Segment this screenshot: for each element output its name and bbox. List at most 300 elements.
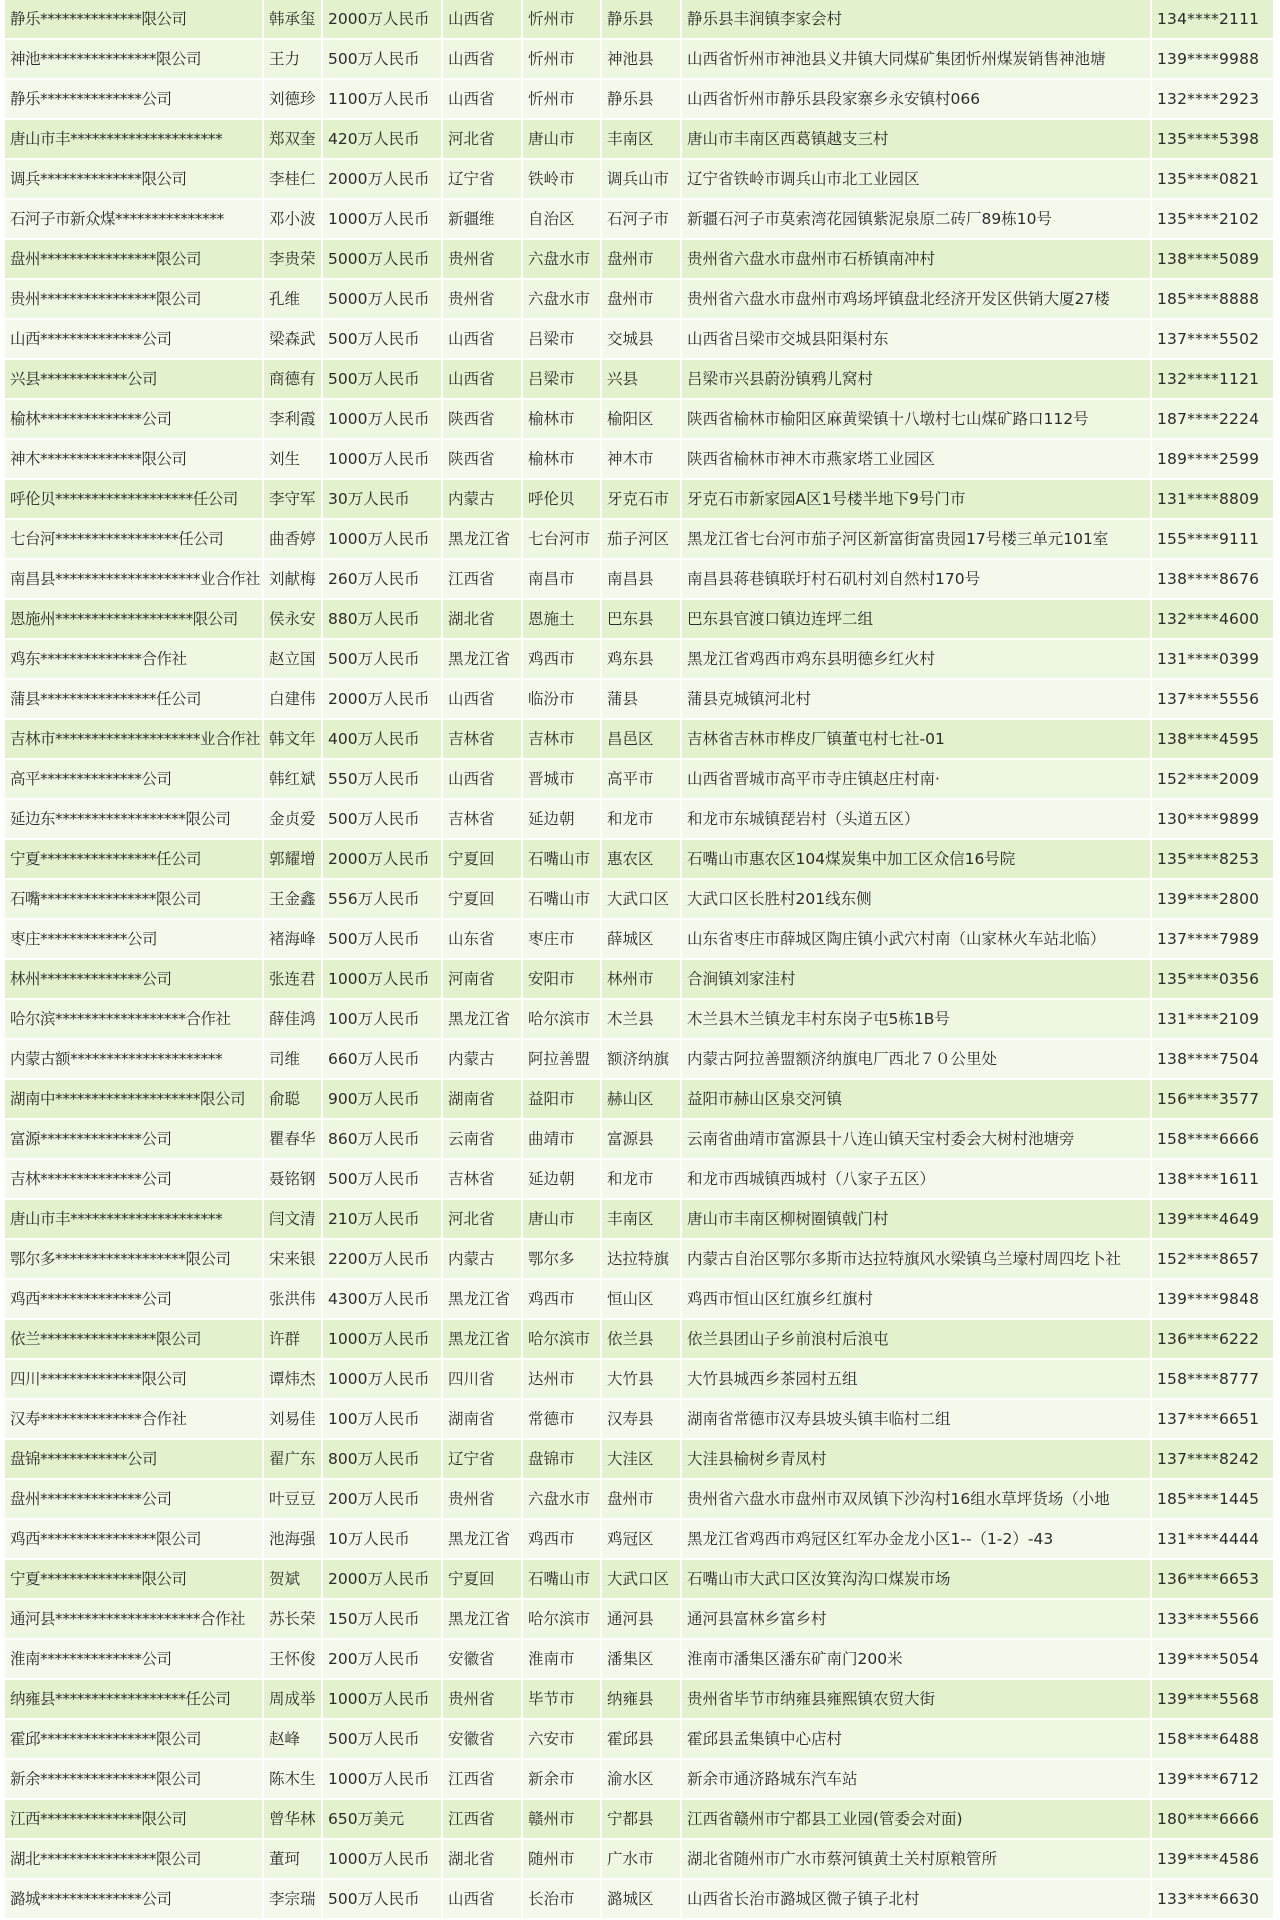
province-cell: 云南省: [443, 1120, 521, 1158]
company-data-table: [5, 0, 1273, 1920]
company-cell: 静乐**************公司: [5, 80, 262, 118]
table-row: [5, 480, 1273, 518]
phone-cell: 187****2224: [1152, 400, 1273, 438]
province-cell: 湖北省: [443, 1840, 521, 1878]
phone-cell: 139****5568: [1152, 1680, 1273, 1718]
contact-cell: 周成举: [264, 1680, 321, 1718]
city-cell: 安阳市: [523, 960, 600, 998]
address-cell: 湖北省随州市广水市蔡河镇黄土关村原粮管所: [682, 1840, 1150, 1878]
capital-cell: 860万人民币: [323, 1120, 441, 1158]
company-cell: 新余****************限公司: [5, 1760, 262, 1798]
address-cell: 吕梁市兴县蔚汾镇鸦儿窝村: [682, 360, 1150, 398]
phone-cell: 137****5556: [1152, 680, 1273, 718]
capital-cell: 2000万人民币: [323, 680, 441, 718]
contact-cell: 王怀俊: [264, 1640, 321, 1678]
phone-cell: 185****8888: [1152, 280, 1273, 318]
province-cell: 宁夏回: [443, 880, 521, 918]
district-cell: 茄子河区: [602, 520, 680, 558]
capital-cell: 500万人民币: [323, 640, 441, 678]
city-cell: 鸡西市: [523, 1280, 600, 1318]
capital-cell: 550万人民币: [323, 760, 441, 798]
district-cell: 静乐县: [602, 80, 680, 118]
province-cell: 河南省: [443, 960, 521, 998]
district-cell: 高平市: [602, 760, 680, 798]
phone-cell: 137****6651: [1152, 1400, 1273, 1438]
city-cell: 淮南市: [523, 1640, 600, 1678]
contact-cell: 刘献梅: [264, 560, 321, 598]
district-cell: 兴县: [602, 360, 680, 398]
province-cell: 宁夏回: [443, 1560, 521, 1598]
table-row: [5, 440, 1273, 478]
city-cell: 唐山市: [523, 120, 600, 158]
city-cell: 枣庄市: [523, 920, 600, 958]
address-cell: 山东省枣庄市薛城区陶庄镇小武穴村南（山家林火车站北临）: [682, 920, 1150, 958]
contact-cell: 王金鑫: [264, 880, 321, 918]
address-cell: 辽宁省铁岭市调兵山市北工业园区: [682, 160, 1150, 198]
province-cell: 吉林省: [443, 800, 521, 838]
city-cell: 鄂尔多: [523, 1240, 600, 1278]
city-cell: 南昌市: [523, 560, 600, 598]
capital-cell: 260万人民币: [323, 560, 441, 598]
address-cell: 新疆石河子市莫索湾花园镇紫泥泉原二砖厂89栋10号: [682, 200, 1150, 238]
company-cell: 吉林市********************业合作社: [5, 720, 262, 758]
contact-cell: 瞿春华: [264, 1120, 321, 1158]
province-cell: 江西省: [443, 1800, 521, 1838]
table-row: [5, 680, 1273, 718]
address-cell: 黑龙江省鸡西市鸡东县明德乡红火村: [682, 640, 1150, 678]
phone-cell: 130****9899: [1152, 800, 1273, 838]
table-row: [5, 1040, 1273, 1078]
contact-cell: 商德有: [264, 360, 321, 398]
district-cell: 纳雍县: [602, 1680, 680, 1718]
province-cell: 黑龙江省: [443, 1320, 521, 1358]
city-cell: 七台河市: [523, 520, 600, 558]
table-row: [5, 1000, 1273, 1038]
contact-cell: 张洪伟: [264, 1280, 321, 1318]
company-cell: 富源**************公司: [5, 1120, 262, 1158]
city-cell: 益阳市: [523, 1080, 600, 1118]
city-cell: 达州市: [523, 1360, 600, 1398]
district-cell: 广水市: [602, 1840, 680, 1878]
district-cell: 潞城区: [602, 1880, 680, 1918]
company-cell: 吉林**************公司: [5, 1160, 262, 1198]
table-row: [5, 1480, 1273, 1518]
table-row: [5, 1240, 1273, 1278]
address-cell: 霍邱县孟集镇中心店村: [682, 1720, 1150, 1758]
district-cell: 盘州市: [602, 1480, 680, 1518]
district-cell: 林州市: [602, 960, 680, 998]
contact-cell: 韩文年: [264, 720, 321, 758]
address-cell: 山西省长治市潞城区微子镇子北村: [682, 1880, 1150, 1918]
province-cell: 黑龙江省: [443, 640, 521, 678]
address-cell: 吉林省吉林市桦皮厂镇董屯村七社-01: [682, 720, 1150, 758]
capital-cell: 500万人民币: [323, 800, 441, 838]
province-cell: 山西省: [443, 680, 521, 718]
province-cell: 内蒙古: [443, 1240, 521, 1278]
contact-cell: 曾华林: [264, 1800, 321, 1838]
district-cell: 鸡冠区: [602, 1520, 680, 1558]
address-cell: 益阳市赫山区泉交河镇: [682, 1080, 1150, 1118]
capital-cell: 880万人民币: [323, 600, 441, 638]
city-cell: 石嘴山市: [523, 880, 600, 918]
phone-cell: 158****6488: [1152, 1720, 1273, 1758]
address-cell: 贵州省六盘水市盘州市鸡场坪镇盘北经济开发区供销大厦27楼: [682, 280, 1150, 318]
city-cell: 六盘水市: [523, 1480, 600, 1518]
table-row: [5, 1520, 1273, 1558]
company-cell: 鄂尔多******************限公司: [5, 1240, 262, 1278]
company-cell: 榆林**************公司: [5, 400, 262, 438]
contact-cell: 白建伟: [264, 680, 321, 718]
city-cell: 吕梁市: [523, 360, 600, 398]
city-cell: 哈尔滨市: [523, 1600, 600, 1638]
district-cell: 霍邱县: [602, 1720, 680, 1758]
district-cell: 鸡东县: [602, 640, 680, 678]
address-cell: 云南省曲靖市富源县十八连山镇天宝村委会大树村池塘旁: [682, 1120, 1150, 1158]
city-cell: 忻州市: [523, 80, 600, 118]
phone-cell: 152****2009: [1152, 760, 1273, 798]
table-row: [5, 1200, 1273, 1238]
contact-cell: 池海强: [264, 1520, 321, 1558]
city-cell: 忻州市: [523, 0, 600, 38]
district-cell: 额济纳旗: [602, 1040, 680, 1078]
table-row: [5, 1880, 1273, 1918]
table-row: [5, 1720, 1273, 1758]
table-row: [5, 640, 1273, 678]
capital-cell: 660万人民币: [323, 1040, 441, 1078]
city-cell: 石嘴山市: [523, 840, 600, 878]
district-cell: 恒山区: [602, 1280, 680, 1318]
city-cell: 临汾市: [523, 680, 600, 718]
province-cell: 安徽省: [443, 1720, 521, 1758]
district-cell: 渝水区: [602, 1760, 680, 1798]
address-cell: 陕西省榆林市榆阳区麻黄梁镇十八墩村七山煤矿路口112号: [682, 400, 1150, 438]
province-cell: 黑龙江省: [443, 1600, 521, 1638]
province-cell: 江西省: [443, 1760, 521, 1798]
company-cell: 石河子市新众煤***************: [5, 200, 262, 238]
table-row: [5, 800, 1273, 838]
company-cell: 恩施州*******************限公司: [5, 600, 262, 638]
address-cell: 蒲县克城镇河北村: [682, 680, 1150, 718]
province-cell: 黑龙江省: [443, 520, 521, 558]
company-cell: 宁夏****************任公司: [5, 840, 262, 878]
district-cell: 神池县: [602, 40, 680, 78]
table-row: [5, 0, 1273, 38]
capital-cell: 500万人民币: [323, 40, 441, 78]
city-cell: 石嘴山市: [523, 1560, 600, 1598]
contact-cell: 褚海峰: [264, 920, 321, 958]
phone-cell: 135****8253: [1152, 840, 1273, 878]
capital-cell: 800万人民币: [323, 1440, 441, 1478]
capital-cell: 210万人民币: [323, 1200, 441, 1238]
table-row: [5, 1800, 1273, 1838]
phone-cell: 135****0356: [1152, 960, 1273, 998]
phone-cell: 133****6630: [1152, 1880, 1273, 1918]
capital-cell: 500万人民币: [323, 1720, 441, 1758]
table-row: [5, 1080, 1273, 1118]
address-cell: 新余市通济路城东汽车站: [682, 1760, 1150, 1798]
province-cell: 湖南省: [443, 1080, 521, 1118]
table-row: [5, 560, 1273, 598]
province-cell: 辽宁省: [443, 1440, 521, 1478]
province-cell: 山西省: [443, 360, 521, 398]
address-cell: 贵州省六盘水市盘州市石桥镇南冲村: [682, 240, 1150, 278]
province-cell: 吉林省: [443, 720, 521, 758]
phone-cell: 136****6653: [1152, 1560, 1273, 1598]
capital-cell: 500万人民币: [323, 1880, 441, 1918]
capital-cell: 500万人民币: [323, 320, 441, 358]
table-row: [5, 360, 1273, 398]
province-cell: 山西省: [443, 760, 521, 798]
province-cell: 山西省: [443, 1880, 521, 1918]
phone-cell: 138****1611: [1152, 1160, 1273, 1198]
address-cell: 大竹县城西乡茶园村五组: [682, 1360, 1150, 1398]
phone-cell: 139****5054: [1152, 1640, 1273, 1678]
table-row: [5, 400, 1273, 438]
district-cell: 盘州市: [602, 240, 680, 278]
capital-cell: 100万人民币: [323, 1400, 441, 1438]
district-cell: 和龙市: [602, 800, 680, 838]
table-row: [5, 880, 1273, 918]
district-cell: 富源县: [602, 1120, 680, 1158]
capital-cell: 2000万人民币: [323, 840, 441, 878]
company-cell: 哈尔滨******************合作社: [5, 1000, 262, 1038]
table-row: [5, 760, 1273, 798]
district-cell: 宁都县: [602, 1800, 680, 1838]
capital-cell: 556万人民币: [323, 880, 441, 918]
district-cell: 潘集区: [602, 1640, 680, 1678]
company-cell: 四川**************限公司: [5, 1360, 262, 1398]
district-cell: 丰南区: [602, 120, 680, 158]
address-cell: 黑龙江省七台河市茄子河区新富街富贵园17号楼三单元101室: [682, 520, 1150, 558]
address-cell: 和龙市东城镇琵岩村（头道五区）: [682, 800, 1150, 838]
city-cell: 六盘水市: [523, 280, 600, 318]
city-cell: 延边朝: [523, 1160, 600, 1198]
province-cell: 内蒙古: [443, 1040, 521, 1078]
address-cell: 山西省忻州市神池县义井镇大同煤矿集团忻州煤炭销售神池塘: [682, 40, 1150, 78]
company-cell: 神木**************限公司: [5, 440, 262, 478]
capital-cell: 650万美元: [323, 1800, 441, 1838]
table-row: [5, 720, 1273, 758]
capital-cell: 2000万人民币: [323, 0, 441, 38]
phone-cell: 138****4595: [1152, 720, 1273, 758]
phone-cell: 158****6666: [1152, 1120, 1273, 1158]
table-row: [5, 520, 1273, 558]
phone-cell: 136****6222: [1152, 1320, 1273, 1358]
table-row: [5, 840, 1273, 878]
district-cell: 交城县: [602, 320, 680, 358]
city-cell: 曲靖市: [523, 1120, 600, 1158]
company-cell: 鸡东**************合作社: [5, 640, 262, 678]
table-row: [5, 920, 1273, 958]
phone-cell: 137****7989: [1152, 920, 1273, 958]
address-cell: 石嘴山市惠农区104煤炭集中加工区众信16号院: [682, 840, 1150, 878]
district-cell: 惠农区: [602, 840, 680, 878]
table-row: [5, 1840, 1273, 1878]
contact-cell: 郭耀增: [264, 840, 321, 878]
address-cell: 南昌县蒋巷镇联圩村石矶村刘自然村170号: [682, 560, 1150, 598]
capital-cell: 10万人民币: [323, 1520, 441, 1558]
capital-cell: 1100万人民币: [323, 80, 441, 118]
address-cell: 通河县富林乡富乡村: [682, 1600, 1150, 1638]
phone-cell: 131****0399: [1152, 640, 1273, 678]
district-cell: 静乐县: [602, 0, 680, 38]
address-cell: 唐山市丰南区西葛镇越支三村: [682, 120, 1150, 158]
province-cell: 山西省: [443, 0, 521, 38]
province-cell: 湖南省: [443, 1400, 521, 1438]
province-cell: 贵州省: [443, 280, 521, 318]
table-row: [5, 280, 1273, 318]
city-cell: 阿拉善盟: [523, 1040, 600, 1078]
company-cell: 神池****************限公司: [5, 40, 262, 78]
capital-cell: 150万人民币: [323, 1600, 441, 1638]
contact-cell: 谭炜杰: [264, 1360, 321, 1398]
province-cell: 河北省: [443, 120, 521, 158]
capital-cell: 1000万人民币: [323, 960, 441, 998]
city-cell: 自治区: [523, 200, 600, 238]
capital-cell: 200万人民币: [323, 1640, 441, 1678]
city-cell: 哈尔滨市: [523, 1320, 600, 1358]
capital-cell: 2000万人民币: [323, 160, 441, 198]
table-row: [5, 1760, 1273, 1798]
capital-cell: 500万人民币: [323, 360, 441, 398]
company-cell: 南昌县********************业合作社: [5, 560, 262, 598]
contact-cell: 俞聪: [264, 1080, 321, 1118]
company-cell: 七台河*****************任公司: [5, 520, 262, 558]
phone-cell: 138****5089: [1152, 240, 1273, 278]
contact-cell: 曲香婷: [264, 520, 321, 558]
contact-cell: 李宗瑞: [264, 1880, 321, 1918]
capital-cell: 2000万人民币: [323, 1560, 441, 1598]
contact-cell: 闫文清: [264, 1200, 321, 1238]
province-cell: 内蒙古: [443, 480, 521, 518]
company-cell: 霍邱****************限公司: [5, 1720, 262, 1758]
phone-cell: 131****2109: [1152, 1000, 1273, 1038]
district-cell: 榆阳区: [602, 400, 680, 438]
company-cell: 石嘴****************限公司: [5, 880, 262, 918]
district-cell: 盘州市: [602, 280, 680, 318]
city-cell: 延边朝: [523, 800, 600, 838]
phone-cell: 131****4444: [1152, 1520, 1273, 1558]
city-cell: 常德市: [523, 1400, 600, 1438]
address-cell: 淮南市潘集区潘东矿南门200米: [682, 1640, 1150, 1678]
district-cell: 薛城区: [602, 920, 680, 958]
address-cell: 大武口区长胜村201线东侧: [682, 880, 1150, 918]
company-cell: 盘州****************限公司: [5, 240, 262, 278]
province-cell: 宁夏回: [443, 840, 521, 878]
contact-cell: 侯永安: [264, 600, 321, 638]
address-cell: 贵州省六盘水市盘州市双凤镇下沙沟村16组水草坪货场（小地: [682, 1480, 1150, 1518]
district-cell: 神木市: [602, 440, 680, 478]
city-cell: 哈尔滨市: [523, 1000, 600, 1038]
address-cell: 贵州省毕节市纳雍县雍熙镇农贸大街: [682, 1680, 1150, 1718]
district-cell: 蒲县: [602, 680, 680, 718]
company-cell: 呼伦贝*******************任公司: [5, 480, 262, 518]
province-cell: 山东省: [443, 920, 521, 958]
phone-cell: 152****8657: [1152, 1240, 1273, 1278]
phone-cell: 139****2800: [1152, 880, 1273, 918]
phone-cell: 139****6712: [1152, 1760, 1273, 1798]
table-row: [5, 240, 1273, 278]
contact-cell: 孔维: [264, 280, 321, 318]
phone-cell: 131****8809: [1152, 480, 1273, 518]
table-row: [5, 160, 1273, 198]
phone-cell: 135****5398: [1152, 120, 1273, 158]
phone-cell: 138****7504: [1152, 1040, 1273, 1078]
address-cell: 静乐县丰润镇李家会村: [682, 0, 1150, 38]
district-cell: 大武口区: [602, 880, 680, 918]
capital-cell: 2200万人民币: [323, 1240, 441, 1278]
contact-cell: 韩承玺: [264, 0, 321, 38]
city-cell: 随州市: [523, 1840, 600, 1878]
contact-cell: 刘德珍: [264, 80, 321, 118]
capital-cell: 400万人民币: [323, 720, 441, 758]
province-cell: 黑龙江省: [443, 1280, 521, 1318]
district-cell: 通河县: [602, 1600, 680, 1638]
address-cell: 鸡西市恒山区红旗乡红旗村: [682, 1280, 1150, 1318]
capital-cell: 1000万人民币: [323, 520, 441, 558]
district-cell: 木兰县: [602, 1000, 680, 1038]
province-cell: 陕西省: [443, 440, 521, 478]
table-row: [5, 1680, 1273, 1718]
table-row: [5, 1320, 1273, 1358]
capital-cell: 1000万人民币: [323, 1760, 441, 1798]
contact-cell: 叶豆豆: [264, 1480, 321, 1518]
capital-cell: 1000万人民币: [323, 200, 441, 238]
phone-cell: 139****4649: [1152, 1200, 1273, 1238]
address-cell: 黑龙江省鸡西市鸡冠区红军办金龙小区1--（1-2）-43: [682, 1520, 1150, 1558]
address-cell: 牙克石市新家园A区1号楼半地下9号门市: [682, 480, 1150, 518]
address-cell: 内蒙古阿拉善盟额济纳旗电厂西北７０公里处: [682, 1040, 1150, 1078]
capital-cell: 5000万人民币: [323, 280, 441, 318]
city-cell: 六安市: [523, 1720, 600, 1758]
district-cell: 调兵山市: [602, 160, 680, 198]
company-cell: 林州**************公司: [5, 960, 262, 998]
contact-cell: 司维: [264, 1040, 321, 1078]
contact-cell: 郑双奎: [264, 120, 321, 158]
company-cell: 静乐**************限公司: [5, 0, 262, 38]
company-cell: 湖北****************限公司: [5, 1840, 262, 1878]
province-cell: 山西省: [443, 320, 521, 358]
table-row: [5, 1160, 1273, 1198]
phone-cell: 180****6666: [1152, 1800, 1273, 1838]
company-cell: 淮南**************公司: [5, 1640, 262, 1678]
phone-cell: 139****9988: [1152, 40, 1273, 78]
address-cell: 巴东县官渡口镇边连坪二组: [682, 600, 1150, 638]
address-cell: 山西省吕梁市交城县阳渠村东: [682, 320, 1150, 358]
province-cell: 黑龙江省: [443, 1520, 521, 1558]
city-cell: 毕节市: [523, 1680, 600, 1718]
company-cell: 蒲县****************任公司: [5, 680, 262, 718]
company-cell: 潞城**************公司: [5, 1880, 262, 1918]
phone-cell: 139****9848: [1152, 1280, 1273, 1318]
company-cell: 高平**************公司: [5, 760, 262, 798]
city-cell: 晋城市: [523, 760, 600, 798]
table-row: [5, 80, 1273, 118]
table-row: [5, 1600, 1273, 1638]
contact-cell: 梁森武: [264, 320, 321, 358]
province-cell: 四川省: [443, 1360, 521, 1398]
district-cell: 依兰县: [602, 1320, 680, 1358]
address-cell: 合涧镇刘家洼村: [682, 960, 1150, 998]
table-row: [5, 600, 1273, 638]
contact-cell: 聂铭钢: [264, 1160, 321, 1198]
phone-cell: 185****1445: [1152, 1480, 1273, 1518]
city-cell: 鸡西市: [523, 1520, 600, 1558]
company-cell: 内蒙古额*********************: [5, 1040, 262, 1078]
city-cell: 铁岭市: [523, 160, 600, 198]
district-cell: 赫山区: [602, 1080, 680, 1118]
company-cell: 唐山市丰*********************: [5, 1200, 262, 1238]
